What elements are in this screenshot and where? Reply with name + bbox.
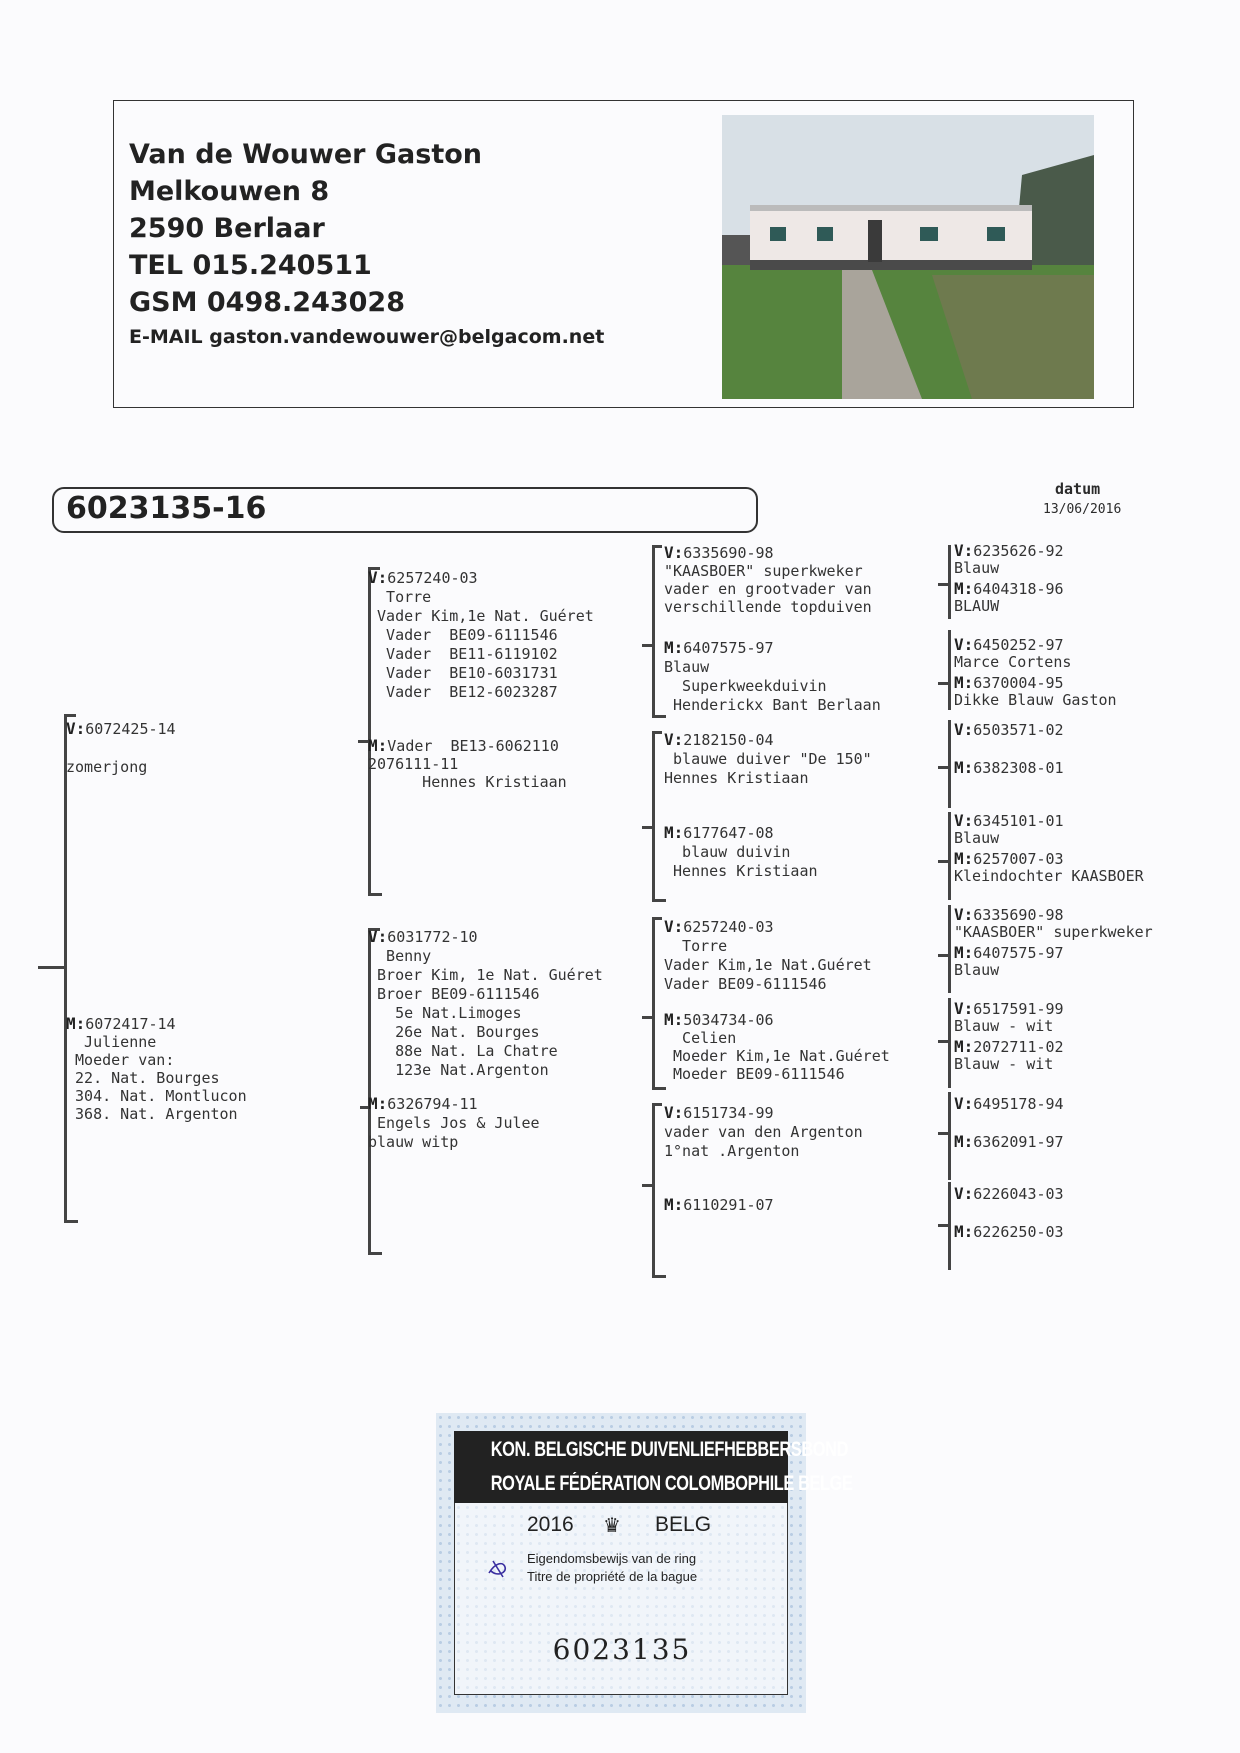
pedigree-entry	[954, 1038, 1064, 1073]
pigeon-note: Kleindochter KAASBOER	[954, 867, 1144, 885]
pedigree-entry	[664, 1103, 863, 1161]
pigeon-ring: 6345101-01	[973, 812, 1064, 830]
pigeon-ring: 6495178-94	[973, 1095, 1064, 1113]
father-label: V:	[664, 730, 684, 749]
mother-label: M:	[954, 673, 974, 692]
mother-label: M:	[954, 758, 974, 777]
breeder-mobile: GSM 0498.243028	[129, 287, 405, 318]
pigeon-note: 22. Nat. Bourges	[66, 1069, 220, 1087]
pigeon-note: Hennes Kristiaan	[664, 862, 818, 880]
pigeon-ring: 6072425-14	[85, 720, 176, 738]
pigeon-note: Vader Kim,1e Nat.Guéret	[664, 956, 872, 974]
pigeon-ring: 6072417-14	[85, 1015, 176, 1033]
mother-label: M:	[954, 943, 974, 962]
pigeon-note: Vader BE11-6119102	[368, 645, 558, 663]
pigeon-note: Vader BE10-6031731	[368, 664, 558, 682]
pigeon-note: vader van den Argenton	[664, 1123, 863, 1141]
father-label: V:	[368, 568, 388, 587]
pedigree-entry	[368, 568, 594, 702]
pigeon-note: Julienne	[66, 1033, 157, 1051]
pigeon-ring: 6404318-96	[973, 580, 1064, 598]
date-label: datum	[1055, 480, 1101, 498]
pigeon-ring: 6257240-03	[683, 918, 774, 936]
pigeon-note: Broer BE09-6111546	[368, 985, 540, 1003]
pigeon-ring: 6335690-98	[973, 906, 1064, 924]
pigeon-note: 5e Nat.Limoges	[368, 1004, 522, 1022]
pedigree-entry	[954, 1133, 1064, 1151]
father-label: V:	[368, 927, 388, 946]
certificate-title-nl: Eigendomsbewijs van de ring	[527, 1551, 697, 1566]
pedigree-entry	[954, 1000, 1064, 1035]
pigeon-ring: 6407575-97	[973, 944, 1064, 962]
certificate-title-fr: Titre de propriété de la bague	[527, 1569, 698, 1584]
pedigree-entry	[954, 1095, 1064, 1113]
breeder-phone: TEL 015.240511	[129, 250, 372, 281]
father-label: V:	[954, 999, 974, 1018]
pigeon-note: 88e Nat. La Chatre	[368, 1042, 558, 1060]
pedigree-entry	[954, 674, 1117, 709]
pigeon-note: Blauw	[664, 658, 710, 676]
mother-label: M:	[368, 1094, 388, 1113]
pigeon-note: Blauw	[954, 829, 1000, 847]
pedigree-entry	[368, 737, 567, 791]
pigeon-note: 304. Nat. Montlucon	[66, 1087, 247, 1105]
loft-photo	[722, 115, 1094, 399]
father-label: V:	[954, 635, 974, 654]
pedigree-entry	[954, 944, 1064, 979]
father-label: V:	[664, 1103, 684, 1122]
pigeon-note: Engels Jos & Julee	[368, 1114, 540, 1132]
pedigree-entry	[954, 1185, 1064, 1203]
mother-label: M:	[954, 849, 974, 868]
pigeon-note: "KAASBOER" superkweker	[954, 923, 1153, 941]
pigeon-note: 1°nat .Argenton	[664, 1142, 800, 1160]
pigeon-ring: 6257240-03	[387, 569, 478, 587]
mother-label: M:	[664, 823, 684, 842]
pedigree-entry	[954, 850, 1144, 885]
pigeon-note: "KAASBOER" superkweker	[664, 562, 863, 580]
pigeon-ring: 5034734-06	[683, 1011, 774, 1029]
pigeon-ring: 2182150-04	[683, 731, 774, 749]
crown-icon: ♛	[603, 1515, 621, 1537]
pigeon-ring: 6362091-97	[973, 1133, 1064, 1151]
pigeon-note: Torre	[368, 588, 432, 606]
pigeon-note: 368. Nat. Argenton	[66, 1105, 238, 1123]
certificate-line-fr: ROYALE FÉDÉRATION COLOMBOPHILE BELGE	[490, 1472, 853, 1495]
pigeon-ring: 6450252-97	[973, 636, 1064, 654]
pigeon-note: Blauw - wit	[954, 1017, 1054, 1035]
pigeon-ring: Vader BE13-6062110	[387, 737, 559, 755]
pigeon-note: Superkweekduivin	[664, 677, 827, 695]
pigeon-note: Henderickx Bant Berlaan	[664, 696, 881, 714]
pigeon-note: Blauw - wit	[954, 1055, 1054, 1073]
pigeon-ring: 6407575-97	[683, 639, 774, 657]
mother-label: M:	[954, 1037, 974, 1056]
pedigree-entry	[954, 906, 1153, 941]
pedigree-entry	[664, 730, 872, 788]
pigeon-note: 123e Nat.Argenton	[368, 1061, 549, 1079]
pigeon-note: Blauw	[954, 961, 1000, 979]
pigeon-ring: 6257007-03	[973, 850, 1064, 868]
pigeon-note: verschillende topduiven	[664, 598, 872, 616]
father-label: V:	[954, 905, 974, 924]
pigeon-note: Celien	[664, 1029, 737, 1047]
breeder-city: 2590 Berlaar	[129, 213, 325, 244]
father-label: V:	[954, 541, 974, 560]
breeder-email: E-MAIL gaston.vandewouwer@belgacom.net	[129, 326, 605, 348]
pigeon-ring: 6335690-98	[683, 544, 774, 562]
pigeon-note: blauwe duiver "De 150"	[664, 750, 872, 768]
pigeon-ring: 6226043-03	[973, 1185, 1064, 1203]
pedigree-entry	[664, 917, 872, 994]
father-label: V:	[954, 811, 974, 830]
pigeon-note: Benny	[368, 947, 432, 965]
pigeon-ring: 6326794-11	[387, 1095, 478, 1113]
certificate-line-nl: KON. BELGISCHE DUIVENLIEFHEBBERSBOND	[490, 1438, 849, 1461]
pedigree-entry	[954, 812, 1064, 847]
pigeon-note: Moeder BE09-6111546	[664, 1065, 845, 1083]
pedigree-entry	[664, 544, 872, 616]
pigeon-ring: 6382308-01	[973, 759, 1064, 777]
pigeon-note: 26e Nat. Bourges	[368, 1023, 540, 1041]
signature-mark	[485, 1555, 511, 1581]
pigeon-ring: 6517591-99	[973, 1000, 1064, 1018]
pigeon-note: 2076111-11	[368, 755, 459, 773]
pigeon-ring: 2072711-02	[973, 1038, 1064, 1056]
ring-number-box	[52, 487, 758, 533]
mother-label: M:	[66, 1014, 86, 1033]
pigeon-ring: 6031772-10	[387, 928, 478, 946]
ring-certificate	[436, 1413, 853, 1713]
date-value: 13/06/2016	[1043, 502, 1122, 517]
pedigree-entry	[954, 759, 1064, 777]
pedigree-entry	[664, 638, 881, 715]
father-label: V:	[954, 1094, 974, 1113]
certificate-country: BELG	[655, 1513, 712, 1536]
pigeon-note: blauw duivin	[664, 843, 791, 861]
pigeon-note: Dikke Blauw Gaston	[954, 691, 1117, 709]
mother-label: M:	[664, 1010, 684, 1029]
pigeon-note: BLAUW	[954, 597, 1000, 615]
pigeon-note: Blauw	[954, 559, 1000, 577]
pedigree-entry	[66, 1015, 247, 1123]
pedigree-entry	[66, 710, 176, 786]
father-label: V:	[954, 720, 974, 739]
pigeon-note: Hennes Kristiaan	[664, 769, 809, 787]
pigeon-ring: 6235626-92	[973, 542, 1064, 560]
certificate-header	[454, 1431, 853, 1503]
mother-label: M:	[954, 1132, 974, 1151]
mother-label: M:	[954, 1222, 974, 1241]
father-label: V:	[66, 719, 86, 738]
pigeon-ring: 6226250-03	[973, 1223, 1064, 1241]
ring-number: 6023135-16	[66, 491, 267, 526]
pigeon-note: Marce Cortens	[954, 653, 1072, 671]
father-label: V:	[954, 1184, 974, 1203]
pigeon-note: Moeder van:	[66, 1051, 175, 1069]
breeder-street: Melkouwen 8	[129, 176, 330, 207]
father-label: V:	[664, 917, 684, 936]
pedigree-entry	[368, 1094, 540, 1152]
pedigree-entry	[368, 927, 603, 1080]
pigeon-note: Moeder Kim,1e Nat.Guéret	[664, 1047, 890, 1065]
pigeon-ring: 6177647-08	[683, 824, 774, 842]
breeder-name: Van de Wouwer Gaston	[129, 139, 482, 170]
pigeon-note: vader en grootvader van	[664, 580, 872, 598]
father-label: V:	[664, 543, 684, 562]
pedigree-entry	[664, 823, 818, 881]
pigeon-ring: 6110291-07	[683, 1196, 774, 1214]
pigeon-note: Vader Kim,1e Nat. Guéret	[368, 607, 594, 625]
pedigree-entry	[664, 1196, 774, 1214]
pigeon-note: Torre	[664, 937, 728, 955]
pigeon-note: Hennes Kristiaan	[368, 773, 567, 791]
pigeon-ring: 6370004-95	[973, 674, 1064, 692]
pigeon-note: Vader BE09-6111546	[664, 975, 827, 993]
pigeon-ring: 6503571-02	[973, 721, 1064, 739]
certificate-body	[454, 1503, 788, 1695]
mother-label: M:	[664, 638, 684, 657]
pigeon-note: Vader BE09-6111546	[368, 626, 558, 644]
certificate-year: 2016	[527, 1513, 574, 1536]
pedigree-entry	[954, 721, 1064, 739]
pigeon-note: zomerjong	[66, 758, 148, 776]
pigeon-note: Vader BE12-6023287	[368, 683, 558, 701]
pedigree-entry	[954, 1223, 1064, 1241]
pigeon-note: blauw witp	[368, 1133, 459, 1151]
pigeon-ring: 6151734-99	[683, 1104, 774, 1122]
pedigree-entry	[954, 580, 1064, 615]
mother-label: M:	[368, 736, 388, 755]
mother-label: M:	[954, 579, 974, 598]
pedigree-entry	[954, 542, 1064, 577]
pedigree-entry	[664, 1011, 890, 1083]
pedigree-entry	[954, 636, 1071, 671]
certificate-number: 6023135	[552, 1633, 692, 1666]
mother-label: M:	[664, 1195, 684, 1214]
pigeon-note: Broer Kim, 1e Nat. Guéret	[368, 966, 603, 984]
